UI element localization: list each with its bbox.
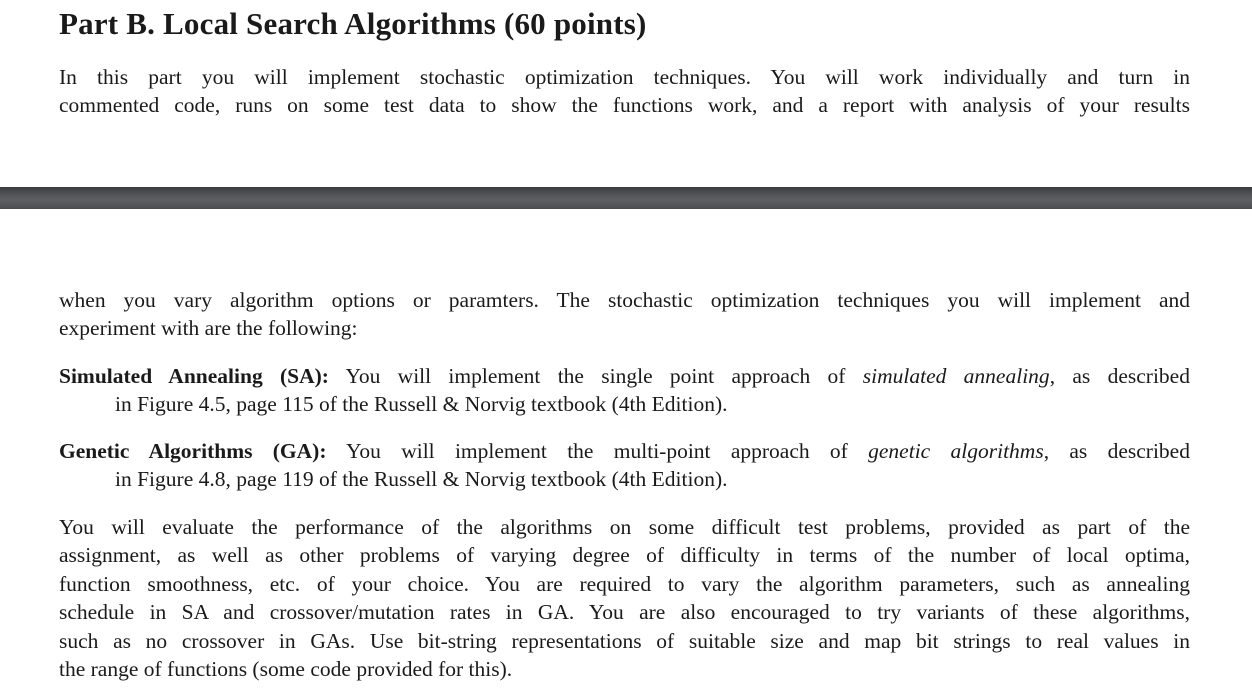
evaluation-line: the range of functions (some code provided for this). [59, 657, 513, 682]
sa-text-pre: You will implement the single point approach of [328, 364, 863, 388]
continued-line: experiment with are the following: [59, 316, 358, 341]
ga-text-post: , as described [1043, 439, 1190, 463]
evaluation-line: assignment, as well as other problems of varying degree of difficulty in terms of the number of local optima, [59, 543, 1190, 568]
ga-emphasis: genetic algorithms [868, 439, 1044, 463]
continued-paragraph [59, 286, 1190, 343]
continued-line: when you vary algorithm options or paramters. The stochastic optimization techniques you will implement and [59, 288, 1190, 312]
simulated-annealing-item [59, 362, 1190, 419]
genetic-algorithms-item [59, 437, 1190, 494]
evaluation-line: such as no crossover in GAs. Use bit-string representations of suitable size and map bit strings to real values in [59, 628, 1190, 653]
evaluation-line: schedule in SA and crossover/mutation rates in GA. You are also encouraged to try variants of these algorithms, [59, 600, 1190, 625]
sa-line-1 [59, 362, 1190, 390]
intro-line: commented code, runs on some test data to show the functions work, and a report with analysis of your results [59, 93, 1190, 118]
sa-term: Simulated Annealing (SA): [59, 364, 329, 388]
sa-text-post: , as described [1049, 364, 1190, 388]
evaluation-paragraph [59, 513, 1190, 683]
ga-line-1 [59, 437, 1190, 465]
intro-paragraph [59, 63, 1190, 120]
intro-line: In this part you will implement stochastic optimization techniques. You will work individually and turn in [59, 65, 1190, 89]
sa-emphasis: simulated annealing [862, 364, 1050, 388]
sa-line-2: in Figure 4.5, page 115 of the Russell & Norvig textbook (4th Edition). [115, 392, 728, 417]
ga-line-2: in Figure 4.8, page 119 of the Russell & Norvig textbook (4th Edition). [115, 467, 728, 492]
ga-text-pre: You will implement the multi-point approach of [326, 439, 869, 463]
evaluation-line: function smoothness, etc. of your choice. You are required to vary the algorithm parameters, such as annealing [59, 571, 1190, 596]
page-break-separator [0, 187, 1252, 209]
page-top [0, 0, 1252, 187]
ga-term: Genetic Algorithms (GA): [59, 439, 327, 463]
section-heading: Part B. Local Search Algorithms (60 points) [59, 6, 647, 41]
evaluation-line: You will evaluate the performance of the algorithms on some difficult test problems, provided as part of the [59, 515, 1190, 539]
